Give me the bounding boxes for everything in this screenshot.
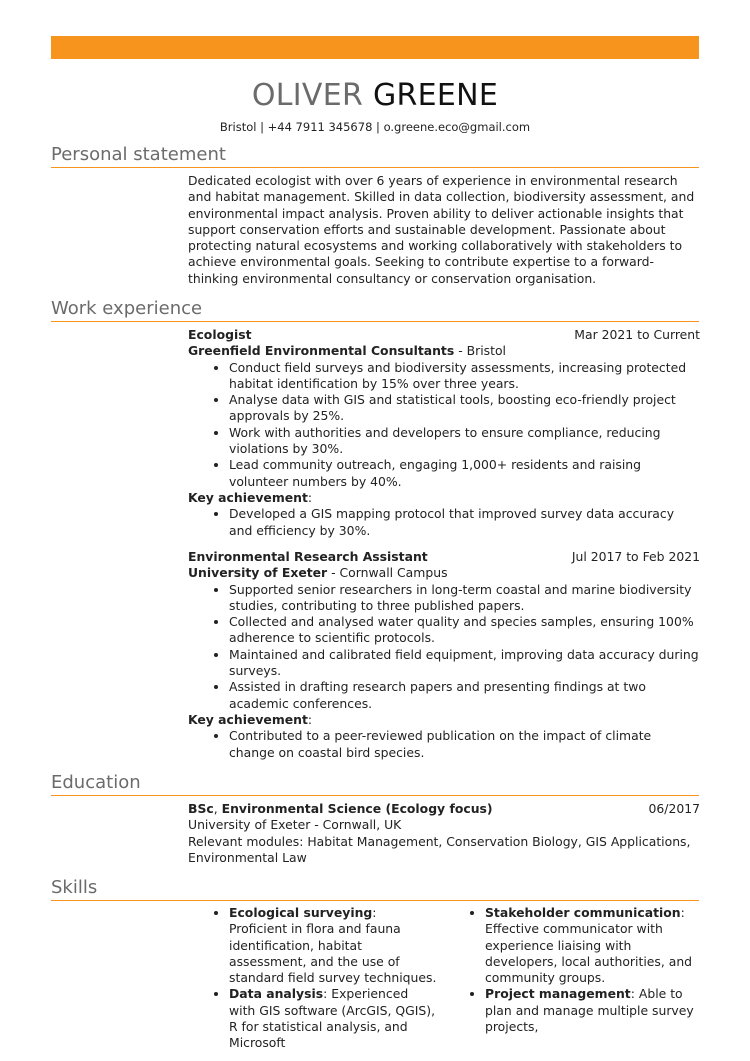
skills-list-right xyxy=(444,905,700,1052)
job-employer-line xyxy=(188,565,700,581)
job-header xyxy=(188,327,700,343)
job-title: Ecologist xyxy=(188,327,252,342)
list-item: • Developed a GIS mapping protocol that improved survey data accuracy and efficiency by 30%. xyxy=(229,506,700,539)
education-entry xyxy=(188,801,700,866)
job-entry xyxy=(188,327,700,539)
list-item: • Lead community outreach, engaging 1,000+ residents and raising volunteer numbers by 40%. xyxy=(229,457,700,490)
job-duties-list xyxy=(188,582,700,712)
section-heading-personal-statement: Personal statement xyxy=(51,143,699,168)
key-achievement-label: Key achievement xyxy=(188,489,308,505)
first-name: OLIVER xyxy=(251,78,364,113)
skill-name: Data analysis xyxy=(229,986,324,1002)
job-location: - Bristol xyxy=(454,343,506,359)
job-duties-list xyxy=(188,360,700,490)
personal-statement-text: Dedicated ecologist with over 6 years of experience in environmental research and habitat management. Skilled in data collection, biodiversity assessment, and environmental impact analysis. Proven ability to deliver actionable insights that support conservation efforts and sustainable development. Passionate about protecting natural ecosystems and working collaboratively with stakeholders to achieve environmental goals. Seeking to contribute expertise to a forward-thinking environmental consultancy or conservation organisation. xyxy=(188,173,695,286)
education-header xyxy=(188,801,700,817)
list-item: • Maintained and calibrated field equipment, improving data accuracy during surveys. xyxy=(229,647,700,680)
personal-statement xyxy=(188,173,700,287)
key-achievement-label-line: Key achievement: xyxy=(188,711,313,727)
job-employer: University of Exeter xyxy=(188,565,328,581)
key-achievement-label: Key achievement xyxy=(188,711,308,727)
skill-description: : Able to plan and manage multiple survey projects, xyxy=(485,986,694,1035)
list-item: • Conduct field surveys and biodiversity assessments, increasing protected habitat identification by 15% over three years. xyxy=(229,360,700,393)
section-heading-skills: Skills xyxy=(51,876,699,901)
list-item: • Supported senior researchers in long-term coastal and marine biodiversity studies, contributing to three published papers. xyxy=(229,582,700,615)
job-title: Environmental Research Assistant xyxy=(188,549,428,564)
last-name: GREENE xyxy=(372,78,499,113)
list-item xyxy=(485,905,700,986)
skill-name: Stakeholder communication xyxy=(485,905,681,920)
list-item: • Analyse data with GIS and statistical tools, boosting eco-friendly project approvals by 25%. xyxy=(229,392,700,425)
list-item: • Work with authorities and developers to ensure compliance, reducing violations by 30%. xyxy=(229,425,700,458)
section-heading-education: Education xyxy=(51,771,699,796)
candidate-name xyxy=(0,77,750,115)
job-entry xyxy=(188,549,700,761)
key-achievement-list xyxy=(188,506,700,539)
list-item: • Collected and analysed water quality and species samples, ensuring 100% adherence to scientific protocols. xyxy=(229,614,700,647)
skill-description: : Effective communicator with experience liaising with developers, local authorities, and community groups. xyxy=(485,905,693,986)
degree-field: Environmental Science (Ecology focus) xyxy=(221,801,493,816)
list-item: • Assisted in drafting research papers and presenting findings at two academic conferences. xyxy=(229,679,700,712)
header-accent-bar xyxy=(51,36,699,59)
list-item xyxy=(229,986,444,1051)
list-item: • Contributed to a peer-reviewed publication on the impact of climate change on coastal bird species. xyxy=(229,728,700,761)
education-institution: University of Exeter - Cornwall, UK xyxy=(188,817,402,833)
key-achievement-list xyxy=(188,728,700,761)
job-dates: Mar 2021 to Current xyxy=(574,327,700,342)
contact-line: Bristol | +44 7911 345678 | o.greene.eco@gmail.com xyxy=(219,120,531,134)
key-achievement-label-line: Key achievement: xyxy=(188,489,313,505)
job-employer-line xyxy=(188,343,700,359)
section-heading-work-experience: Work experience xyxy=(51,297,699,322)
education-modules: Relevant modules: Habitat Management, Conservation Biology, GIS Applications, Environmental Law xyxy=(188,833,691,865)
skills-list-left xyxy=(188,905,444,1052)
skill-name: Project management xyxy=(485,986,631,1002)
education-date: 06/2017 xyxy=(648,801,700,816)
job-header xyxy=(188,549,700,565)
skill-name: Ecological surveying xyxy=(229,905,373,920)
list-item xyxy=(229,905,444,986)
degree-line: BSc, Environmental Science (Ecology focus) xyxy=(188,801,493,816)
degree: BSc xyxy=(188,801,214,816)
skill-description: : Proficient in flora and fauna identification, habitat assessment, and the use of standard field survey techniques. xyxy=(229,905,437,986)
job-dates: Jul 2017 to Feb 2021 xyxy=(571,549,700,564)
skills-columns xyxy=(188,905,700,1052)
list-item xyxy=(485,986,700,1035)
skill-description: : Experienced with GIS software (ArcGIS, QGIS), R for statistical analysis, and Microsoft xyxy=(229,986,436,1051)
job-location: - Cornwall Campus xyxy=(327,565,448,581)
job-employer: Greenfield Environmental Consultants xyxy=(188,343,455,359)
